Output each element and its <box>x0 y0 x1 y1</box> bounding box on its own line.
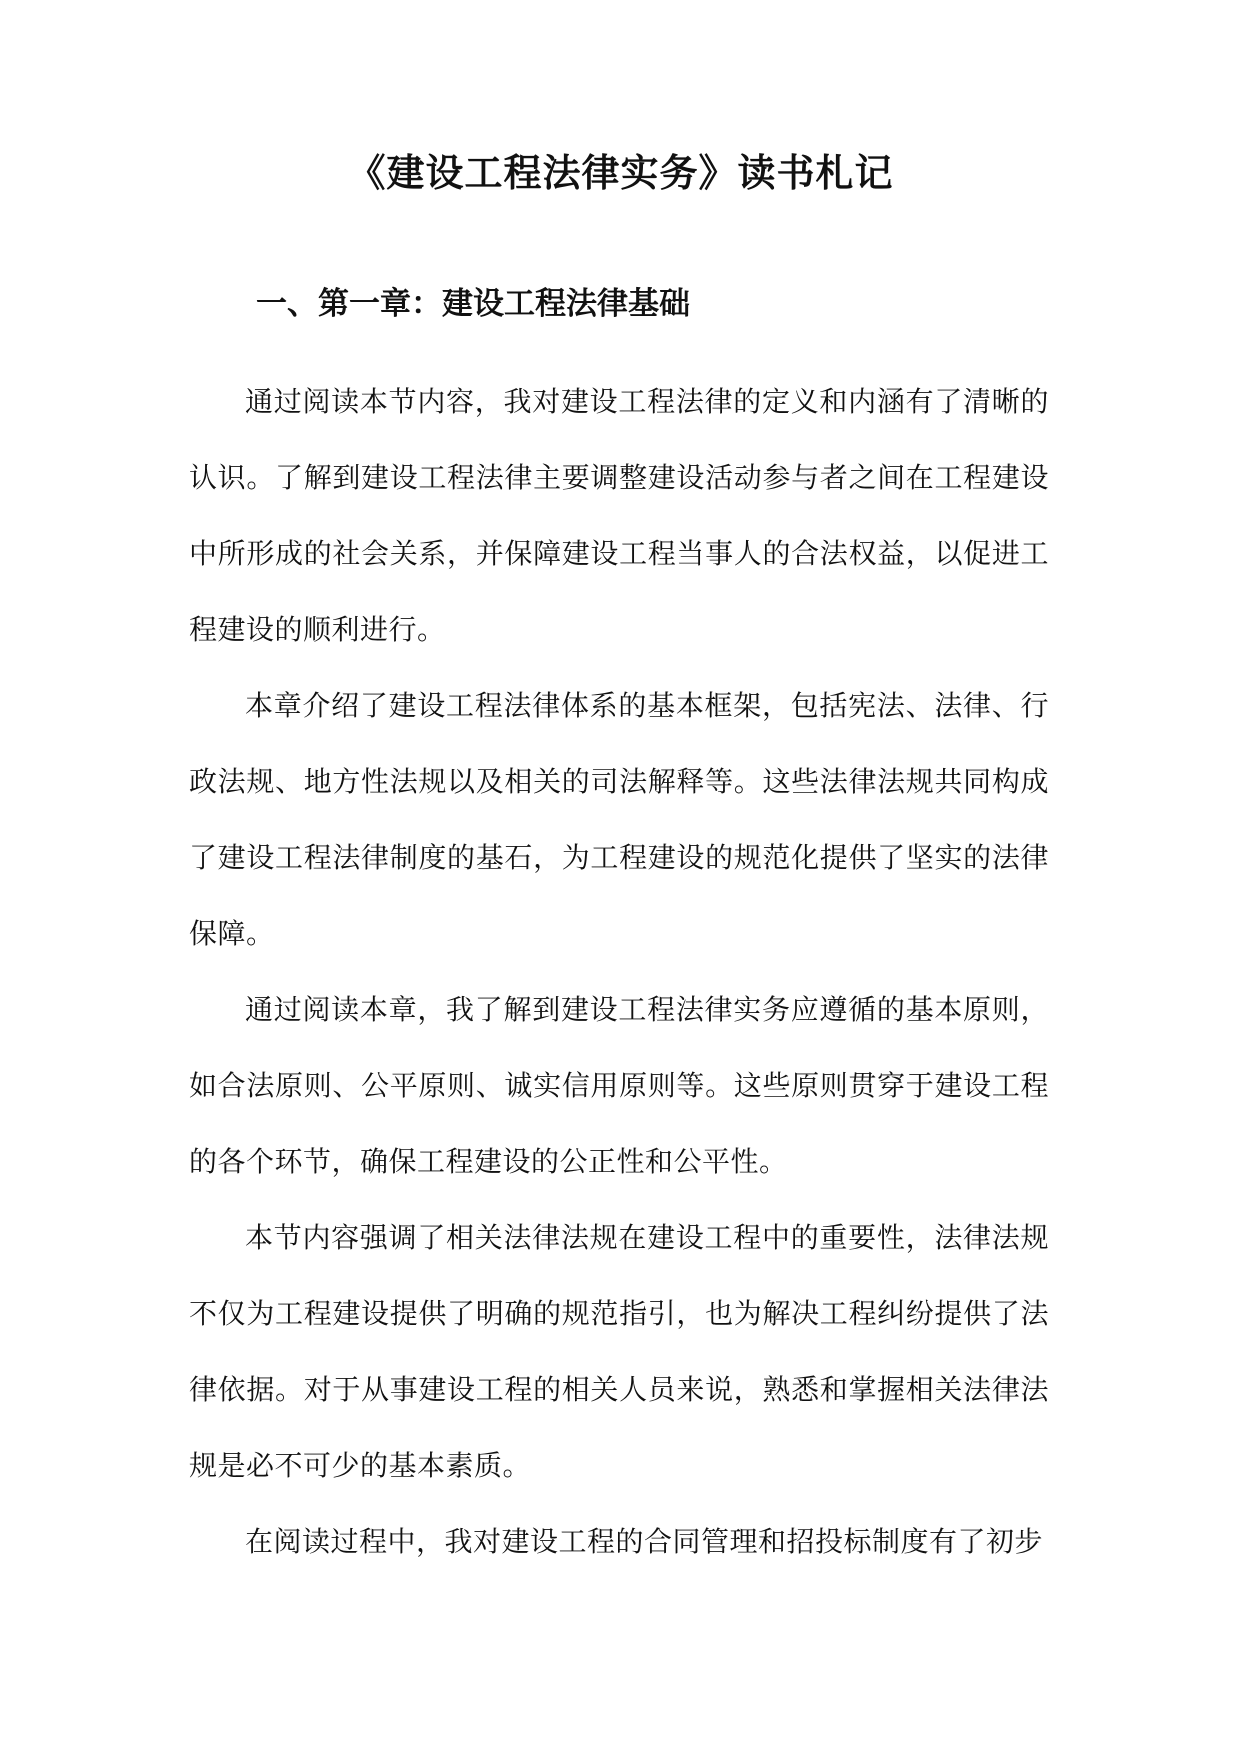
paragraph: 本节内容强调了相关法律法规在建设工程中的重要性，法律法规不仅为工程建设提供了明确的规范指引，也为解决工程纠纷提供了法律依据。对于从事建设工程的相关人员来说，熟悉和掌握相关法律法规是必不可少的基本素质。 <box>189 1221 1049 1482</box>
document-title: 《建设工程法律实务》读书札记 <box>347 150 894 195</box>
paragraph: 通过阅读本节内容，我对建设工程法律的定义和内涵有了清晰的认识。了解到建设工程法律主要调整建设活动参与者之间在工程建设中所形成的社会关系，并保障建设工程当事人的合法权益，以促进工程建设的顺利进行。 <box>189 385 1049 646</box>
section-heading: 一、第一章：建设工程法律基础 <box>256 286 690 322</box>
paragraph: 本章介绍了建设工程法律体系的基本框架，包括宪法、法律、行政法规、地方性法规以及相关的司法解释等。这些法律法规共同构成了建设工程法律制度的基石，为工程建设的规范化提供了坚实的法律保障。 <box>189 689 1049 950</box>
paragraph: 通过阅读本章，我了解到建设工程法律实务应遵循的基本原则，如合法原则、公平原则、诚实信用原则等。这些原则贯穿于建设工程的各个环节，确保工程建设的公正性和公平性。 <box>189 993 1049 1178</box>
paragraph: 在阅读过程中，我对建设工程的合同管理和招投标制度有了初步 <box>245 1525 1044 1558</box>
document-body <box>189 364 1049 1580</box>
